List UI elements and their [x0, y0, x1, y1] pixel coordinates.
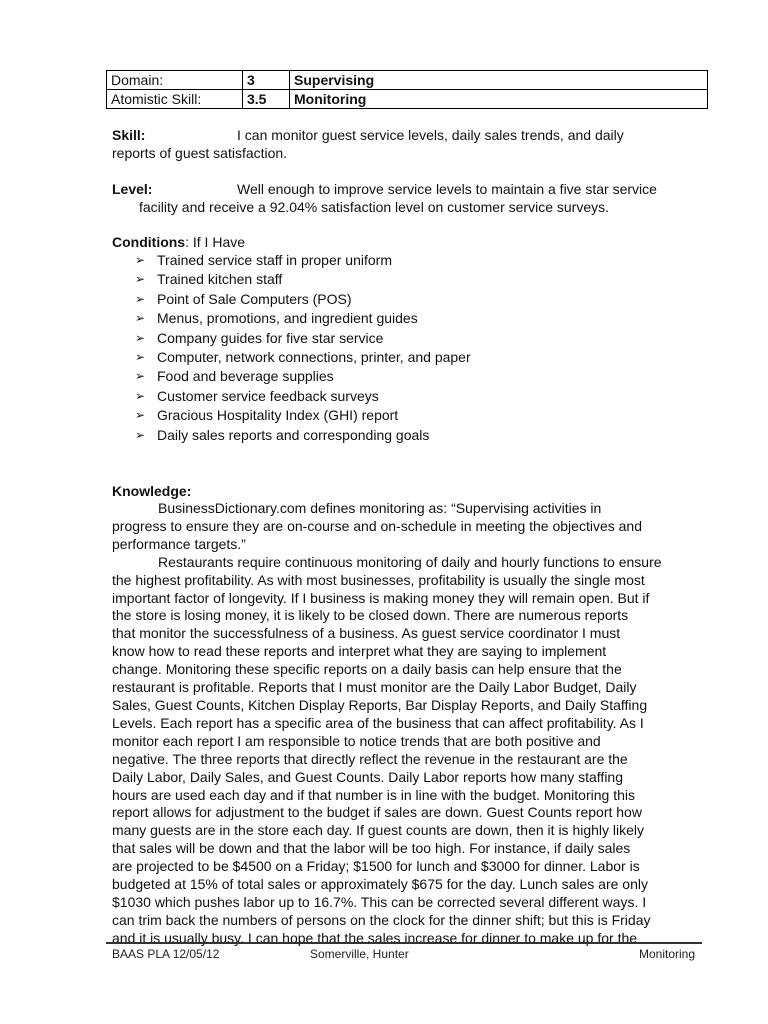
- knowledge-paragraph-2-text: $1030 which pushes labor up to 16.7%. This can be corrected several different ways. I: [112, 893, 647, 910]
- condition-item: [135, 367, 702, 386]
- knowledge-paragraph-2-line: [112, 733, 702, 751]
- knowledge-paragraph-2-line: [112, 590, 702, 608]
- knowledge-paragraph-2-text: monitor each report I am responsible to notice trends that are both positive and: [112, 732, 601, 749]
- knowledge-paragraph-2-line: [112, 643, 702, 661]
- knowledge-paragraph-2-text: and it is usually busy. I can hope that the sales increase for dinner to make up for the: [112, 929, 638, 946]
- conditions-section: [112, 233, 702, 445]
- atomistic-skill-number: 3.5: [243, 90, 290, 109]
- knowledge-paragraph-1-line: [112, 536, 702, 554]
- knowledge-paragraph-2-line: [112, 572, 702, 590]
- knowledge-paragraph-1: [112, 500, 702, 554]
- skill-header-table: [106, 70, 708, 109]
- knowledge-paragraph-2-line: [112, 787, 702, 805]
- level-text-first: Well enough to improve service levels to maintain a five star service: [237, 181, 657, 197]
- knowledge-paragraph-2-line: [112, 661, 702, 679]
- knowledge-paragraph-2-line: [112, 822, 702, 840]
- knowledge-paragraph-2-text: are projected to be $4500 on a Friday; $1500 for lunch and $3000 for dinner. Labor is: [112, 858, 640, 875]
- knowledge-paragraph-1-line: [112, 500, 702, 518]
- knowledge-paragraph-2-line: [112, 858, 702, 876]
- footer-center: Somerville, Hunter: [310, 947, 409, 961]
- skill-text-first: I can monitor guest service levels, daily sales trends, and daily: [237, 127, 624, 143]
- condition-text: Gracious Hospitality Index (GHI) report: [157, 407, 399, 424]
- condition-text: Trained service staff in proper uniform: [157, 252, 392, 268]
- condition-text: Computer, network connections, printer, and paper: [157, 348, 471, 365]
- knowledge-paragraph-2-text: know how to read these reports and interpret what they are saying to implement: [112, 643, 607, 660]
- knowledge-section: [112, 482, 702, 948]
- knowledge-label: Knowledge:: [112, 483, 192, 499]
- knowledge-paragraph-2-text: hours are used each day and if that number is in line with the budget. Monitoring this: [112, 786, 635, 803]
- knowledge-paragraph-2-text: Sales, Guest Counts, Kitchen Display Reports, Bar Display Reports, and Daily Staffing: [112, 696, 648, 713]
- footer-left: BAAS PLA 12/05/12: [112, 947, 220, 961]
- arrow-bullet-icon: ➢: [135, 291, 146, 306]
- arrow-bullet-icon: ➢: [135, 253, 146, 267]
- knowledge-paragraph-2-line: [112, 804, 702, 822]
- arrow-bullet-icon: ➢: [135, 388, 146, 403]
- knowledge-paragraph-2-line: [112, 840, 702, 858]
- conditions-label: Conditions: [112, 234, 186, 250]
- condition-text: Daily sales reports and corresponding goals: [157, 426, 430, 443]
- footer-divider: [106, 942, 702, 944]
- knowledge-paragraph-2-text: that monitor the successfulness of a business. As guest service coordinator I must: [112, 625, 621, 642]
- conditions-suffix: : If I Have: [185, 234, 246, 250]
- level-section: [112, 180, 702, 216]
- condition-text: Point of Sale Computers (POS): [157, 290, 352, 307]
- condition-item: [135, 309, 702, 328]
- arrow-bullet-icon: ➢: [135, 349, 146, 364]
- knowledge-paragraph-2-text: change. Monitoring these specific reports on a daily basis can help ensure that the: [112, 661, 622, 678]
- arrow-bullet-icon: ➢: [135, 408, 146, 423]
- knowledge-paragraph-2-text: many guests are in the store each day. If guest counts are down, then it is highly likely: [112, 822, 645, 839]
- skill-label: Skill:: [112, 127, 146, 143]
- knowledge-paragraph-2: [112, 554, 702, 948]
- knowledge-paragraph-2-text: important factor of longevity. If I business is making money they will remain open. But if: [112, 589, 650, 606]
- footer-right: Monitoring: [638, 947, 695, 961]
- condition-text: Company guides for five star service: [157, 329, 384, 346]
- knowledge-paragraph-2-line: [112, 930, 702, 948]
- condition-item: [135, 426, 702, 445]
- knowledge-paragraph-2-text: report allows for adjustment to the budget if sales are down. Guest Counts report how: [112, 804, 642, 821]
- knowledge-paragraph-2-text: negative. The three reports that directly reflect the revenue in the restaurant are the: [112, 750, 628, 767]
- knowledge-paragraph-2-line: [112, 625, 702, 643]
- knowledge-paragraph-1-text: BusinessDictionary.com defines monitoring as: “Supervising activities in: [158, 500, 602, 516]
- knowledge-paragraph-2-text: can trim back the numbers of persons on the clock for the dinner shift; but this is Friday: [112, 911, 651, 928]
- arrow-bullet-icon: ➢: [135, 330, 146, 345]
- knowledge-paragraph-2-line: [112, 697, 702, 715]
- skill-section: [112, 126, 702, 162]
- knowledge-paragraph-2-text: the store is losing money, it is likely to be closed down. There are numerous reports: [112, 607, 629, 624]
- knowledge-paragraph-2-line: [112, 607, 702, 625]
- domain-row: [107, 71, 708, 90]
- arrow-bullet-icon: ➢: [135, 272, 146, 287]
- condition-text: Food and beverage supplies: [157, 368, 334, 385]
- knowledge-paragraph-1-line: [112, 518, 702, 536]
- knowledge-paragraph-2-text: the highest profitability. As with most businesses, profitability is usually the single most: [112, 571, 645, 588]
- knowledge-paragraph-2-line: [112, 715, 702, 733]
- conditions-list: [112, 251, 702, 445]
- condition-item: [135, 387, 702, 406]
- condition-item: [135, 406, 702, 425]
- knowledge-paragraph-2-text: that sales will be down and that the labor will be too high. For instance, if daily sales: [112, 840, 631, 857]
- level-text-rest: facility and receive a 92.04% satisfaction level on customer service surveys.: [139, 199, 609, 215]
- atomistic-skill-label: Atomistic Skill:: [107, 90, 243, 109]
- domain-label: Domain:: [107, 71, 243, 90]
- arrow-bullet-icon: ➢: [135, 369, 146, 384]
- knowledge-paragraph-1-text: progress to ensure they are on-course and on-schedule in meeting the objectives and: [112, 517, 642, 534]
- atomistic-skill-title: Monitoring: [290, 90, 708, 109]
- knowledge-paragraph-2-line: [112, 679, 702, 697]
- condition-item: [135, 329, 702, 348]
- level-label: Level:: [112, 181, 153, 197]
- knowledge-paragraph-2-line: [112, 876, 702, 894]
- atomistic-skill-row: [107, 90, 708, 109]
- condition-item: [135, 290, 702, 309]
- domain-title: Supervising: [290, 71, 708, 90]
- knowledge-paragraph-2-line: [112, 894, 702, 912]
- knowledge-paragraph-2-text: Restaurants require continuous monitoring of daily and hourly functions to ensure: [158, 553, 662, 570]
- skill-text-rest: reports of guest satisfaction.: [112, 145, 288, 161]
- knowledge-paragraph-2-text: budgeted at 15% of total sales or approximately $675 for the day. Lunch sales are only: [112, 876, 648, 893]
- condition-item: [135, 251, 702, 270]
- arrow-bullet-icon: ➢: [135, 427, 146, 442]
- condition-text: Menus, promotions, and ingredient guides: [157, 310, 418, 327]
- arrow-bullet-icon: ➢: [135, 311, 146, 326]
- knowledge-paragraph-2-text: Levels. Each report has a specific area of the business that can affect profitability. As I: [112, 714, 644, 731]
- knowledge-paragraph-2-line: [112, 912, 702, 930]
- condition-text: Trained kitchen staff: [157, 271, 283, 288]
- knowledge-paragraph-2-text: Daily Labor, Daily Sales, and Guest Counts. Daily Labor reports how many staffing: [112, 768, 623, 785]
- knowledge-paragraph-2-text: restaurant is profitable. Reports that I must monitor are the Daily Labor Budget, Daily: [112, 679, 637, 696]
- condition-item: [135, 348, 702, 367]
- condition-text: Customer service feedback surveys: [157, 387, 379, 404]
- knowledge-paragraph-2-line: [112, 751, 702, 769]
- knowledge-paragraph-2-line: [112, 554, 702, 572]
- knowledge-paragraph-2-line: [112, 769, 702, 787]
- knowledge-paragraph-1-text: performance targets.”: [112, 535, 246, 552]
- condition-item: [135, 270, 702, 289]
- domain-number: 3: [243, 71, 290, 90]
